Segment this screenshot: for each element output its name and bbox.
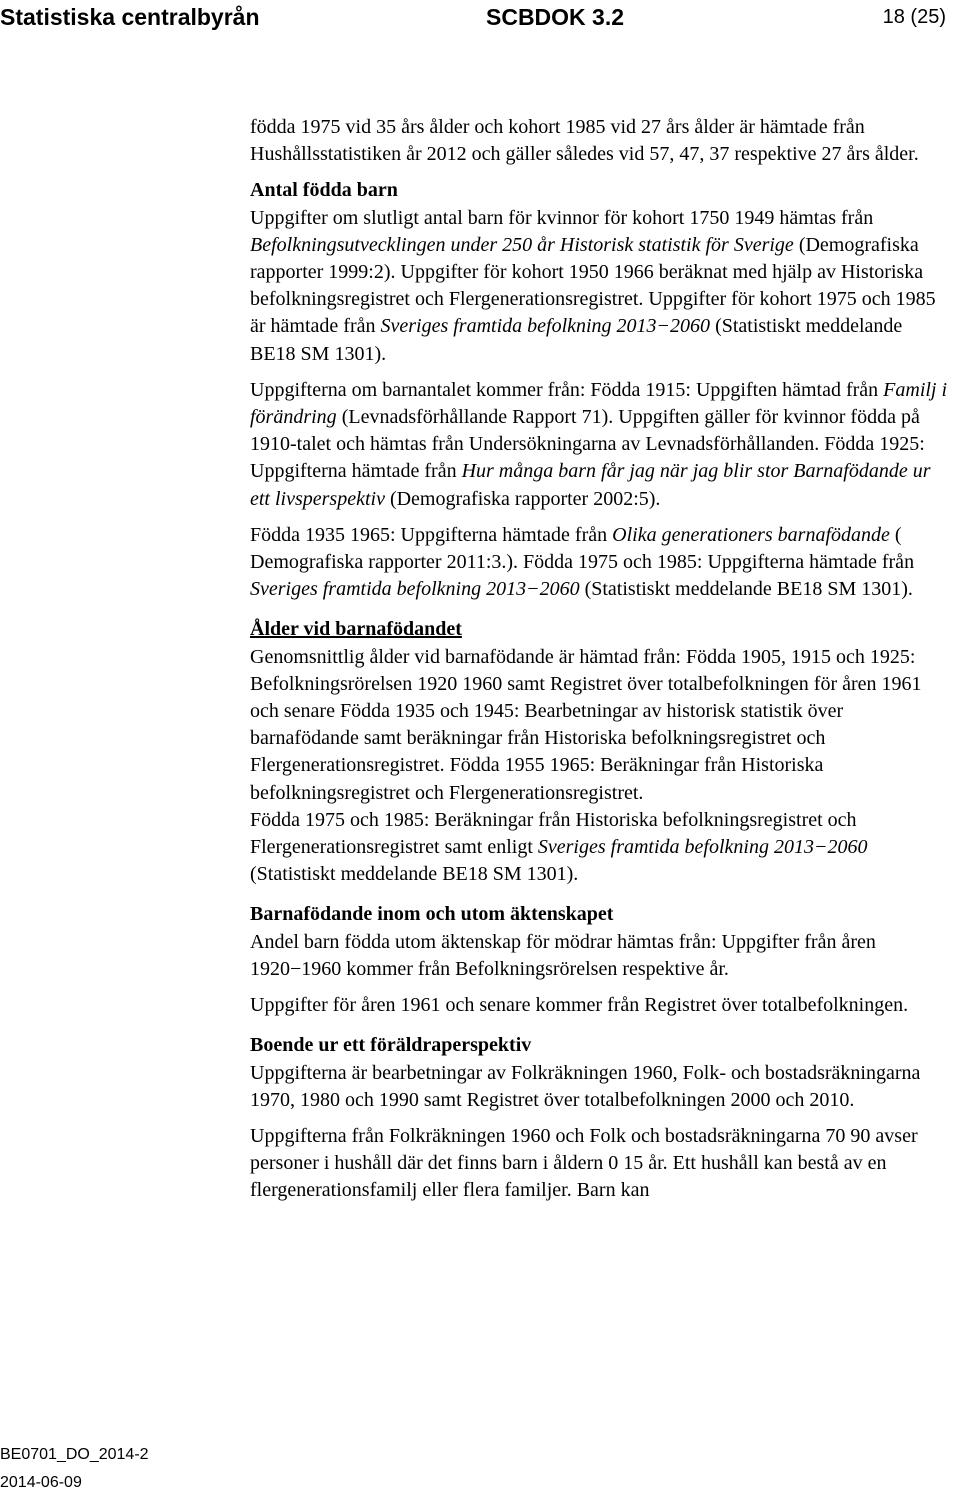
- org-name: Statistiska centralbyrån: [0, 4, 260, 30]
- section-heading-aktenskap: Barnafödande inom och utom äktenskapet: [250, 903, 614, 926]
- doc-code: SCBDOK 3.2: [486, 4, 625, 30]
- page-header: [0, 0, 960, 48]
- fodda-1935-1985-paragraph: Födda 1935 1965: Uppgifterna hämtade från Olika generationers barnafödande ( Demografiska rapporter 2011:3.). Födda 1975 och 1985: Uppgifterna hämtade från Sveriges framtida befolkning 2013−2060 (Statistiskt meddelande BE18 SM 1301).: [250, 523, 915, 601]
- barnantal-sources-paragraph: Uppgifterna om barnantalet kommer från: Födda 1915: Uppgiften hämtad från Familj i förändring (Levnadsförhållande Rapport 71). Uppgiften gäller för kvinnor födda på 1910-talet och hämtas från Undersökningarna av Levnadsförhållanden. Födda 1925: Uppgifterna hämtade från Hur många barn får jag när jag blir stor Barnafödande ur ett livsperspektiv (Demografiska rapporter 2002:5).: [250, 378, 948, 510]
- section-heading-alder: Ålder vid barnafödandet: [250, 618, 462, 641]
- footer-date: 2014-06-09: [0, 1474, 82, 1491]
- alder-paragraph-2: Födda 1975 och 1985: Beräkningar från Historiska befolkningsregistret och Flergenerationsregistret samt enligt Sveriges framtida befolkning 2013−2060 (Statistiskt meddelande BE18 SM 1301).: [250, 808, 868, 886]
- antal-fodda-barn-paragraph: Uppgifter om slutligt antal barn för kvinnor för kohort 1750 1949 hämtas från Befolkningsutvecklingen under 250 år Historisk statistik för Sverige (Demografiska rapporter 1999:2). Uppgifter för kohort 1950 1966 beräknat med hjälp av Historiska befolkningsregistret och Flergenerationsregistret. Uppgifter för kohort 1975 och 1985 är hämtade från Sveriges framtida befolkning 2013−2060 (Statistiskt meddelande BE18 SM 1301).: [250, 206, 936, 365]
- section-heading-boende: Boende ur ett föräldraperspektiv: [250, 1034, 532, 1057]
- aktenskap-paragraph: Andel barn födda utom äktenskap för mödrar hämtas från: Uppgifter från åren 1920−1960 kommer från Befolkningsrörelsen respektive år.: [250, 930, 876, 980]
- boende-paragraph-2: Uppgifterna från Folkräkningen 1960 och Folk och bostadsräkningarna 70 90 avser personer i hushåll där det finns barn i åldern 0 15 år. Ett hushåll kan bestå av en flergenerationsfamilj eller flera familjer. Barn kan: [250, 1124, 918, 1202]
- boende-paragraph: Uppgifterna är bearbetningar av Folkräkningen 1960, Folk- och bostadsräkningarna 1970, 1980 och 1990 samt Registret över totalbefolkningen 2000 och 2010.: [250, 1061, 921, 1111]
- intro-paragraph: födda 1975 vid 35 års ålder och kohort 1985 vid 27 års ålder är hämtade från Hushållsstatistiken år 2012 och gäller således vid 57, 47, 37 respektive 27 års ålder.: [250, 116, 919, 166]
- document-body: [250, 114, 950, 1205]
- aktenskap-paragraph-2: Uppgifter för åren 1961 och senare kommer från Registret över totalbefolkningen.: [250, 994, 909, 1017]
- section-heading-antal-fodda-barn: Antal födda barn: [250, 179, 398, 202]
- footer-doc-id: BE0701_DO_2014-2: [0, 1446, 149, 1463]
- alder-paragraph: Genomsnittlig ålder vid barnafödande är hämtad från: Födda 1905, 1915 och 1925: Befolkningsrörelsen 1920 1960 samt Registret över totalbefolkningen för åren 1961 och senare Födda 1935 och 1945: Bearbetningar av historisk statistik över barnafödande samt beräkningar från Historiska befolkningsregistret och Flergenerationsregistret. Födda 1955 1965: Beräkningar från Historiska befolkningsregistret och Flergenerationsregistret.: [250, 645, 922, 804]
- page-number: 18 (25): [882, 6, 946, 28]
